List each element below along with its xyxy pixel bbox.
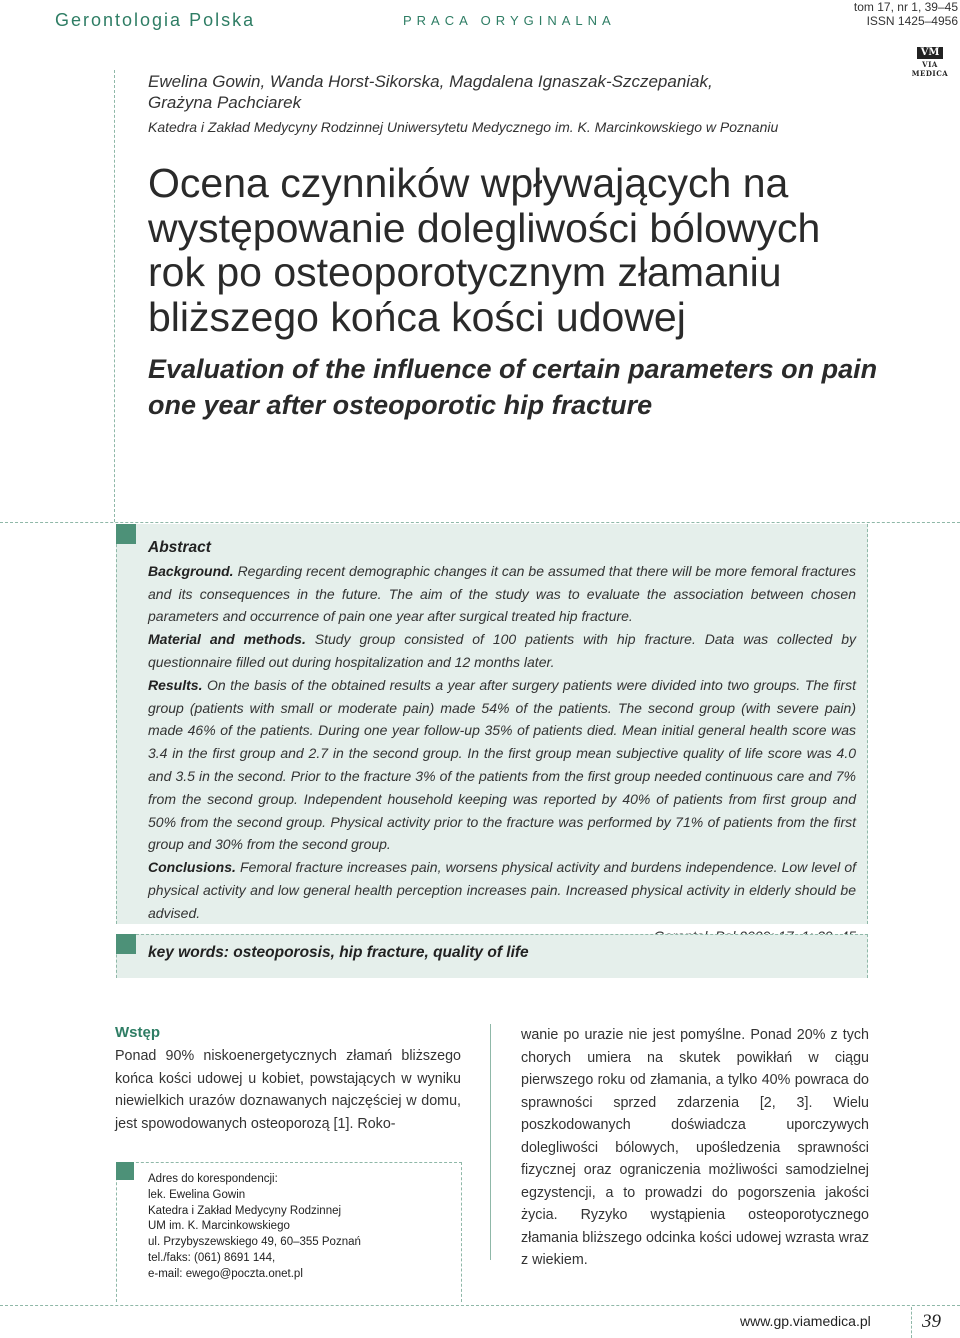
correspondence-line: Katedra i Zakład Medycyny Rodzinnej	[148, 1204, 342, 1217]
abstract-methods	[148, 628, 856, 674]
issue-info	[854, 0, 958, 28]
page-number: 39	[922, 1311, 941, 1332]
background-text: Regarding recent demographic changes it can be assumed that there will be more femoral fractures and its consequences in the future. The aim of the study was to evaluate the association between chosen parameters and occurrence of pain one year after surgical treated hip fracture.	[148, 562, 856, 625]
keywords: key words: osteoporosis, hip fracture, quality of life	[148, 944, 529, 961]
issue-volume: tom 17, nr 1, 39–45	[853, 0, 958, 14]
body-text-left: Ponad 90% niskoenergetycznych złamań bliższego końca kości udowej u kobiet, powstających w wyniku niewielkich urazów doznawanych najczęściej w domu, jest spowodowanych osteoporozą [1]. Roko-	[115, 1048, 461, 1132]
authors-line-2: Grażyna Pachciarek	[148, 93, 302, 112]
methods-text: Study group consisted of 100 patients with hip fracture. Data was collected by questionnaire filled out during hospitalization and 12 months later.	[148, 631, 856, 670]
correspondence-line: tel./faks: (061) 8691 144,	[148, 1251, 276, 1264]
publisher-logo	[904, 42, 956, 78]
methods-label: Material and methods.	[148, 631, 306, 648]
issn: ISSN 1425–4956	[866, 14, 958, 28]
article-title-english: Evaluation of the influence of certain parameters on pain one year after osteoporotic hip fracture	[148, 354, 878, 420]
abstract-background	[148, 560, 856, 628]
section-heading: Wstęp	[115, 1024, 160, 1041]
correspondence-line: UM im. K. Marcinkowskiego	[148, 1220, 290, 1233]
authors-line-1: Ewelina Gowin, Wanda Horst-Sikorska, Magdalena Ignaszak-Szczepaniak,	[148, 72, 713, 91]
article-title-polish: Ocena czynników wpływających na występowanie dolegliwości bólowych rok po osteoporotycznym złamaniu bliższego końca kości udowej	[148, 160, 821, 340]
footer-divider	[0, 1305, 960, 1306]
correspondence-email[interactable]: e-mail: ewego@poczta.onet.pl	[148, 1267, 303, 1280]
keywords-marker	[116, 934, 136, 954]
correspondence-address	[148, 1172, 361, 1283]
correspondence-marker	[116, 1162, 134, 1180]
horizontal-divider	[0, 522, 960, 523]
journal-name: Gerontologia Polska	[55, 10, 256, 30]
logo-mark: VM	[917, 47, 943, 59]
affiliation: Katedra i Zakład Medycyny Rodzinnej Uniwersytetu Medycznego im. K. Marcinkowskiego w Poznaniu	[148, 119, 779, 135]
abstract-marker	[116, 524, 136, 544]
correspondence-line: lek. Ewelina Gowin	[148, 1188, 246, 1201]
results-text: On the basis of the obtained results a year after surgery patients were divided into two groups. The first group (patients with small or moderate pain) made 54% of the patients. The second group (with severe pain) made 46% of the patients. During one year follow-up 35% of patients died. Mean initial general health score was 3.4 in the first group and 2.7 in the second group. In the first group mean subjective quality of life score was 4.0 and 3.5 in the second. Prior to the fracture 3% of the patients from the first group needed continuous care and 7% from the second group. Independent household keeping was reported by 40% of patients from first group and 50% from the second group. Physical activity prior to the fracture was performed by 71% of patients from the first group and 30% from the second group.	[148, 676, 856, 853]
abstract-heading: Abstract	[148, 539, 211, 556]
logo-name: VIA MEDICA	[911, 60, 949, 78]
correspondence-line: Adres do korespondencji:	[148, 1173, 278, 1185]
abstract-conclusions	[148, 856, 856, 924]
correspondence-line: ul. Przybyszewskiego 49, 60–355 Poznań	[148, 1236, 361, 1249]
body-text-right: wanie po urazie nie jest pomyślne. Ponad 20% z tych chorych umiera na skutek powikłań w ciągu pierwszego roku od złamania, a tylko 40% powraca do sprawności sprzed zdarzenia [2, 3]. Wielu poszkodowanych doświadcza uporczywych dolegliwości bólowych, upośledzenia sprawności fizycznej oraz ograniczenia możliwości samodzielnej egzystencji, a to prowadzi do pogorszenia jakości życia. Ryzyko wystąpienia osteoporotycznego złamania bliższego odcinka kości udowej wzrasta wraz z wiekiem.	[521, 1027, 869, 1268]
conclusions-label: Conclusions.	[148, 859, 236, 876]
abstract	[148, 537, 856, 947]
results-label: Results.	[148, 676, 203, 693]
article-type: PRACA ORYGINALNA	[403, 13, 616, 28]
vertical-divider	[114, 70, 115, 522]
conclusions-text: Femoral fracture increases pain, worsens physical activity and burdens independence. Low level of physical activity and low general health perception increases pain. Increased physical activity in elderly should be advised.	[148, 859, 856, 921]
abstract-results	[148, 674, 856, 856]
column-divider	[490, 1024, 491, 1260]
background-label: Background.	[148, 562, 234, 579]
author-list	[148, 71, 713, 113]
journal-url[interactable]: www.gp.viamedica.pl	[740, 1313, 871, 1329]
